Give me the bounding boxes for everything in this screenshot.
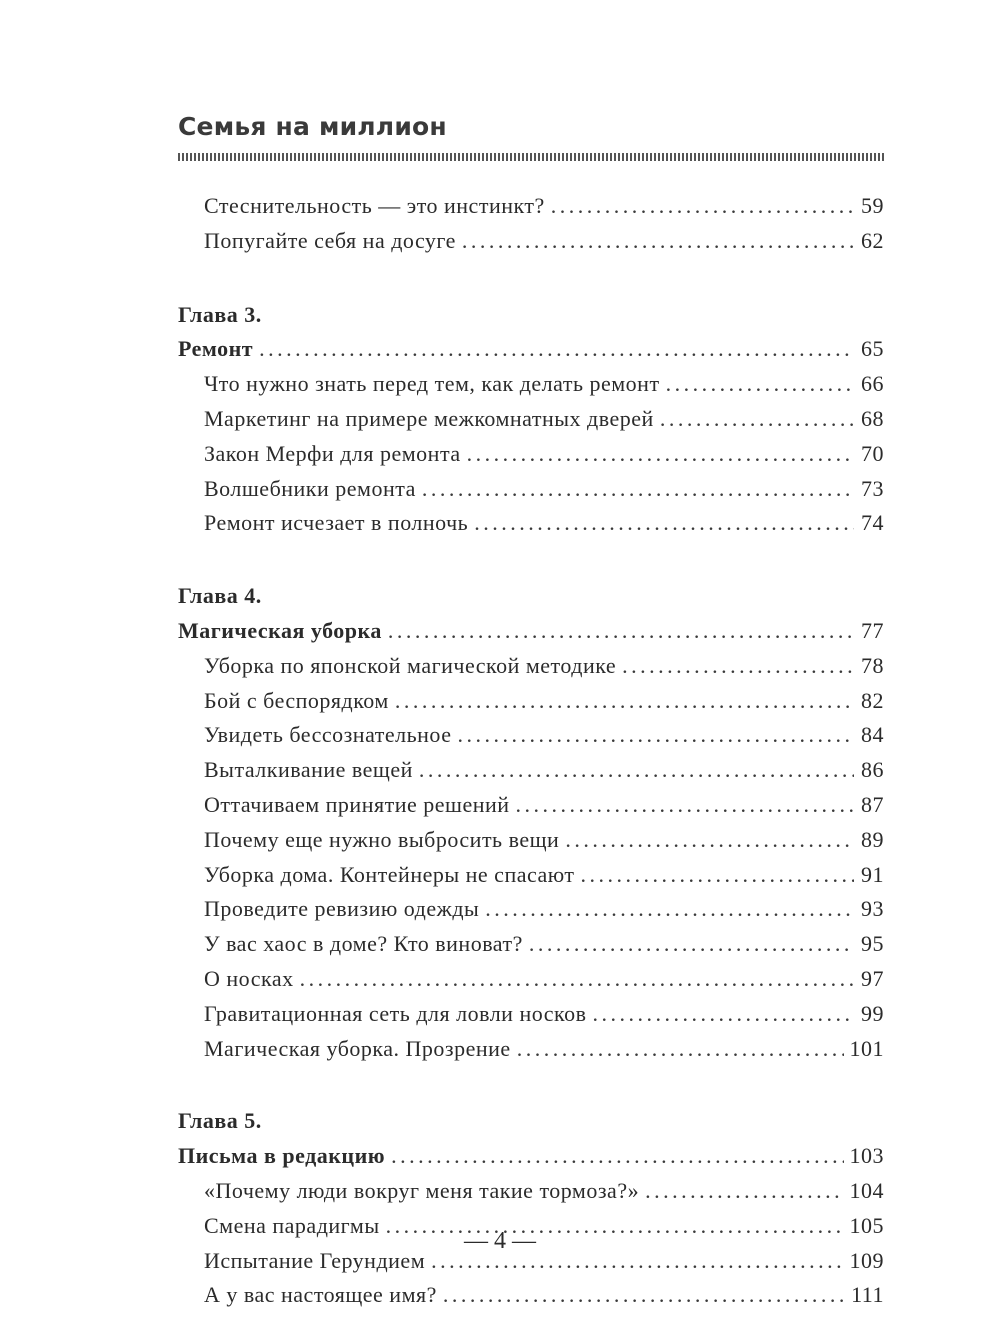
toc-entry-title: Закон Мерфи для ремонта <box>204 440 461 466</box>
toc-entry <box>178 224 884 259</box>
toc-entry <box>178 684 884 719</box>
dot-leader <box>300 962 854 997</box>
dot-leader <box>666 367 854 402</box>
toc-entry-title: Ремонт исчезает в полночь <box>204 510 469 536</box>
dot-leader <box>593 997 855 1032</box>
toc-entry-title: Уборка дома. Контейнеры не спасают <box>204 861 575 887</box>
dot-leader <box>529 927 854 962</box>
toc-entry <box>178 788 884 823</box>
toc-entry-title: Стеснительность — это инстинкт? <box>204 193 545 218</box>
toc-entry <box>178 858 884 893</box>
toc-entry-page: 93 <box>861 896 884 922</box>
dot-leader <box>395 684 854 719</box>
toc-entry-page: 59 <box>861 193 884 218</box>
toc-entry-page: 87 <box>861 791 884 817</box>
header-dotted-rule <box>178 153 884 161</box>
toc-entry <box>178 506 884 541</box>
chapter-title: Ремонт <box>178 336 254 362</box>
toc-entry-title: Испытание Герундием <box>204 1247 426 1273</box>
dot-leader <box>516 788 854 823</box>
toc-entry-title: Оттачиваем принятие решений <box>204 791 510 817</box>
toc-entry-title: У вас хаос в доме? Кто виноват? <box>204 931 523 957</box>
dot-leader <box>660 402 854 437</box>
chapter-title-row <box>178 614 884 649</box>
dot-leader <box>462 224 854 259</box>
toc-entry-page: 84 <box>861 722 884 748</box>
toc-entry <box>178 189 884 224</box>
toc-entry <box>178 437 884 472</box>
toc-entry <box>178 753 884 788</box>
dot-leader <box>581 858 854 893</box>
toc-entry-page: 111 <box>851 1282 884 1308</box>
chapter-page: 77 <box>861 617 884 643</box>
chapter-title: Магическая уборка <box>178 617 382 643</box>
dot-leader <box>645 1174 843 1209</box>
chapter-title-row <box>178 332 884 367</box>
toc-entry-page: 97 <box>861 965 884 991</box>
toc-entry-page: 104 <box>849 1177 884 1203</box>
toc-entry-page: 101 <box>849 1035 884 1061</box>
chapter-label: Глава 4. <box>178 583 262 609</box>
toc-entry-page: 105 <box>849 1212 884 1238</box>
toc-entry <box>178 1032 884 1067</box>
chapter-label: Глава 5. <box>178 1108 262 1134</box>
toc-entry-page: 95 <box>861 931 884 957</box>
dot-leader <box>443 1278 845 1313</box>
page-number: — 4 — <box>464 1228 536 1254</box>
dot-leader <box>422 472 854 507</box>
toc-entry-page: 68 <box>861 405 884 431</box>
toc-entry <box>178 1174 884 1209</box>
dot-leader <box>485 892 854 927</box>
toc-entry <box>178 997 884 1032</box>
toc-entry-title: Увидеть бессознательное <box>204 722 452 748</box>
toc-entry-title: Бой с беспорядком <box>204 687 389 713</box>
toc-entry-title: Волшебники ремонта <box>204 475 416 501</box>
toc-entry <box>178 927 884 962</box>
chapter-title: Письма в редакцию <box>178 1143 386 1169</box>
dot-leader <box>457 718 854 753</box>
dot-leader <box>388 614 854 649</box>
toc-entry <box>178 1278 884 1313</box>
toc-entry-title: Маркетинг на примере межкомнатных дверей <box>204 405 654 431</box>
toc-entry-title: О носках <box>204 965 294 991</box>
toc-entry <box>178 367 884 402</box>
toc-entry-title: Гравитационная сеть для ловли носков <box>204 1000 587 1026</box>
toc-entry-page: 89 <box>861 826 884 852</box>
toc-entry-page: 91 <box>861 861 884 887</box>
dot-leader <box>419 753 854 788</box>
toc-entry-page: 78 <box>861 652 884 678</box>
toc-entry-title: Магическая уборка. Прозрение <box>204 1035 511 1061</box>
toc-entry-page: 82 <box>861 687 884 713</box>
toc-entry-title: Что нужно знать перед тем, как делать ремонт <box>204 371 660 397</box>
toc-entry-title: Смена парадигмы <box>204 1212 380 1238</box>
chapter-label: Глава 3. <box>178 301 262 327</box>
toc-entry <box>178 649 884 684</box>
toc-entry-page: 62 <box>861 227 884 253</box>
toc-entry-page: 109 <box>849 1247 884 1273</box>
toc-entry-page: 70 <box>861 440 884 466</box>
toc-entry-title: «Почему люди вокруг меня такие тормоза?» <box>204 1177 640 1203</box>
dot-leader <box>259 332 854 367</box>
dot-leader <box>474 506 854 541</box>
toc-entry-page: 73 <box>861 475 884 501</box>
toc-entry <box>178 823 884 858</box>
dot-leader <box>565 823 854 858</box>
toc-entry-title: Уборка по японской магической методике <box>204 652 617 678</box>
toc-entry <box>178 962 884 997</box>
dot-leader <box>467 437 854 472</box>
toc-entry-title: Попугайте себя на досуге <box>204 227 456 253</box>
chapter-page: 103 <box>849 1143 884 1169</box>
toc-entry-title: А у вас настоящее имя? <box>204 1282 437 1308</box>
toc-entry-page: 66 <box>861 371 884 397</box>
dot-leader <box>622 649 854 684</box>
toc-entry <box>178 892 884 927</box>
toc-entry-page: 86 <box>861 757 884 783</box>
toc-entry-page: 99 <box>861 1000 884 1026</box>
table-of-contents <box>178 189 884 1313</box>
toc-entry-page: 74 <box>861 510 884 536</box>
dot-leader <box>391 1139 843 1174</box>
toc-entry <box>178 718 884 753</box>
chapter-title-row <box>178 1139 884 1174</box>
toc-entry <box>178 402 884 437</box>
toc-entry-title: Почему еще нужно выбросить вещи <box>204 826 560 852</box>
dot-leader <box>517 1032 844 1067</box>
toc-entry <box>178 472 884 507</box>
toc-entry-title: Проведите ревизию одежды <box>204 896 480 922</box>
toc-entry-title: Выталкивание вещей <box>204 757 413 783</box>
dot-leader <box>551 189 854 224</box>
chapter-page: 65 <box>861 336 884 362</box>
running-header: Семья на миллион <box>178 112 447 141</box>
